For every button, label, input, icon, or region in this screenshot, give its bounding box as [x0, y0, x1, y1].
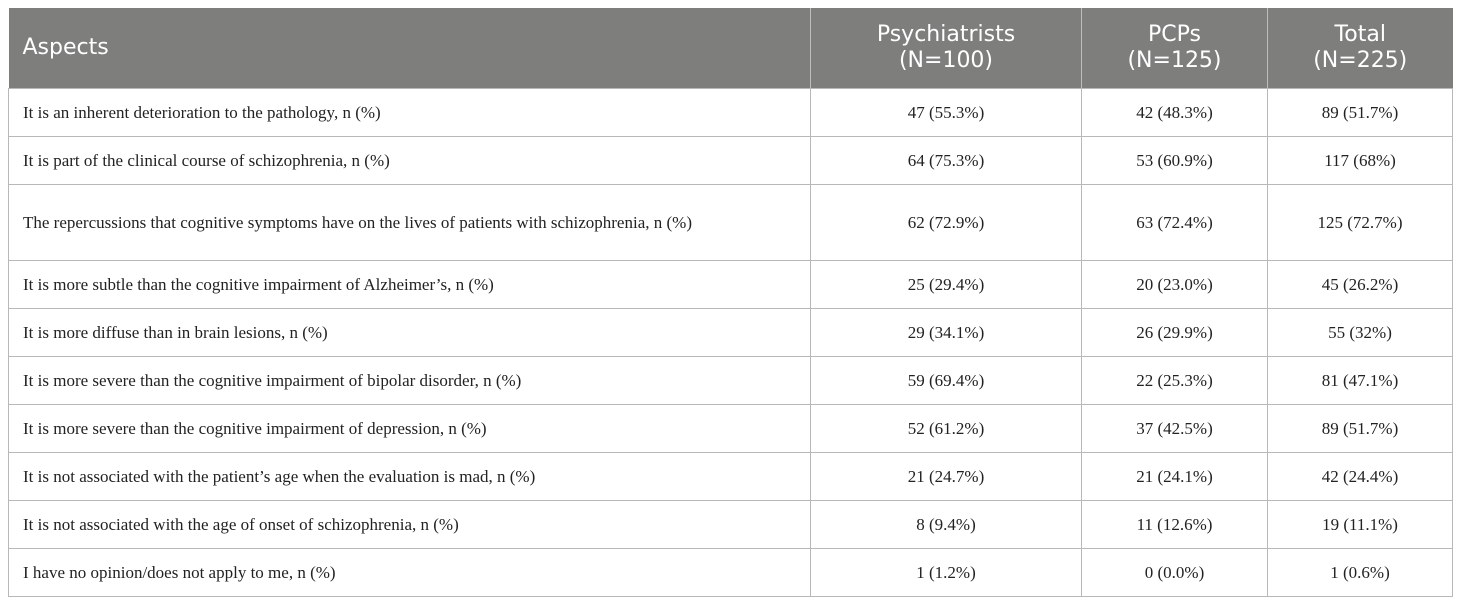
cell-aspect: It is not associated with the patient’s age when the evaluation is mad, n (%): [9, 453, 811, 501]
header-total-n: (N=225): [1313, 48, 1408, 73]
cell-total: 81 (47.1%): [1268, 357, 1453, 405]
cell-psychiatrists: 59 (69.4%): [811, 357, 1082, 405]
header-psychiatrists-label: Psychiatrists: [876, 22, 1016, 47]
table-body: [9, 89, 1453, 597]
cell-total: 117 (68%): [1268, 137, 1453, 185]
cell-aspect: The repercussions that cognitive symptoms have on the lives of patients with schizophrenia, n (%): [9, 185, 811, 261]
cell-total: 55 (32%): [1268, 309, 1453, 357]
cell-aspect: It is not associated with the age of onset of schizophrenia, n (%): [9, 501, 811, 549]
table-row: [9, 137, 1453, 185]
cell-psychiatrists: 25 (29.4%): [811, 261, 1082, 309]
cell-psychiatrists: 8 (9.4%): [811, 501, 1082, 549]
header-pcps: [1082, 8, 1268, 89]
table-row: [9, 261, 1453, 309]
header-row: [9, 8, 1453, 89]
cell-pcps: 11 (12.6%): [1082, 501, 1268, 549]
table-container: [8, 8, 1452, 597]
cell-aspect: I have no opinion/does not apply to me, n (%): [9, 549, 811, 597]
results-table: [8, 8, 1453, 597]
table-header: [9, 8, 1453, 89]
cell-aspect: It is part of the clinical course of schizophrenia, n (%): [9, 137, 811, 185]
table-row: [9, 89, 1453, 137]
table-row: [9, 453, 1453, 501]
header-total: [1268, 8, 1453, 89]
cell-total: 1 (0.6%): [1268, 549, 1453, 597]
header-psychiatrists-n: (N=100): [898, 48, 994, 73]
cell-pcps: 26 (29.9%): [1082, 309, 1268, 357]
table-row: [9, 185, 1453, 261]
table-row: [9, 357, 1453, 405]
table-row: [9, 501, 1453, 549]
cell-total: 89 (51.7%): [1268, 405, 1453, 453]
header-pcps-label: PCPs: [1148, 22, 1201, 47]
cell-aspect: It is an inherent deterioration to the pathology, n (%): [9, 89, 811, 137]
cell-psychiatrists: 52 (61.2%): [811, 405, 1082, 453]
cell-aspect: It is more severe than the cognitive impairment of bipolar disorder, n (%): [9, 357, 811, 405]
cell-pcps: 42 (48.3%): [1082, 89, 1268, 137]
cell-total: 89 (51.7%): [1268, 89, 1453, 137]
cell-aspect: It is more severe than the cognitive impairment of depression, n (%): [9, 405, 811, 453]
table-row: [9, 549, 1453, 597]
cell-total: 125 (72.7%): [1268, 185, 1453, 261]
table-row: [9, 309, 1453, 357]
header-psychiatrists: [811, 8, 1082, 89]
cell-pcps: 0 (0.0%): [1082, 549, 1268, 597]
header-aspects: Aspects: [9, 8, 811, 89]
cell-total: 42 (24.4%): [1268, 453, 1453, 501]
cell-aspect: It is more subtle than the cognitive impairment of Alzheimer’s, n (%): [9, 261, 811, 309]
cell-pcps: 20 (23.0%): [1082, 261, 1268, 309]
cell-psychiatrists: 1 (1.2%): [811, 549, 1082, 597]
cell-psychiatrists: 64 (75.3%): [811, 137, 1082, 185]
cell-pcps: 22 (25.3%): [1082, 357, 1268, 405]
cell-pcps: 63 (72.4%): [1082, 185, 1268, 261]
cell-psychiatrists: 29 (34.1%): [811, 309, 1082, 357]
header-pcps-n: (N=125): [1127, 48, 1222, 73]
cell-pcps: 37 (42.5%): [1082, 405, 1268, 453]
cell-aspect: It is more diffuse than in brain lesions, n (%): [9, 309, 811, 357]
cell-psychiatrists: 21 (24.7%): [811, 453, 1082, 501]
cell-total: 19 (11.1%): [1268, 501, 1453, 549]
cell-psychiatrists: 62 (72.9%): [811, 185, 1082, 261]
cell-pcps: 53 (60.9%): [1082, 137, 1268, 185]
table-row: [9, 405, 1453, 453]
header-total-label: Total: [1334, 22, 1386, 47]
cell-pcps: 21 (24.1%): [1082, 453, 1268, 501]
cell-total: 45 (26.2%): [1268, 261, 1453, 309]
cell-psychiatrists: 47 (55.3%): [811, 89, 1082, 137]
